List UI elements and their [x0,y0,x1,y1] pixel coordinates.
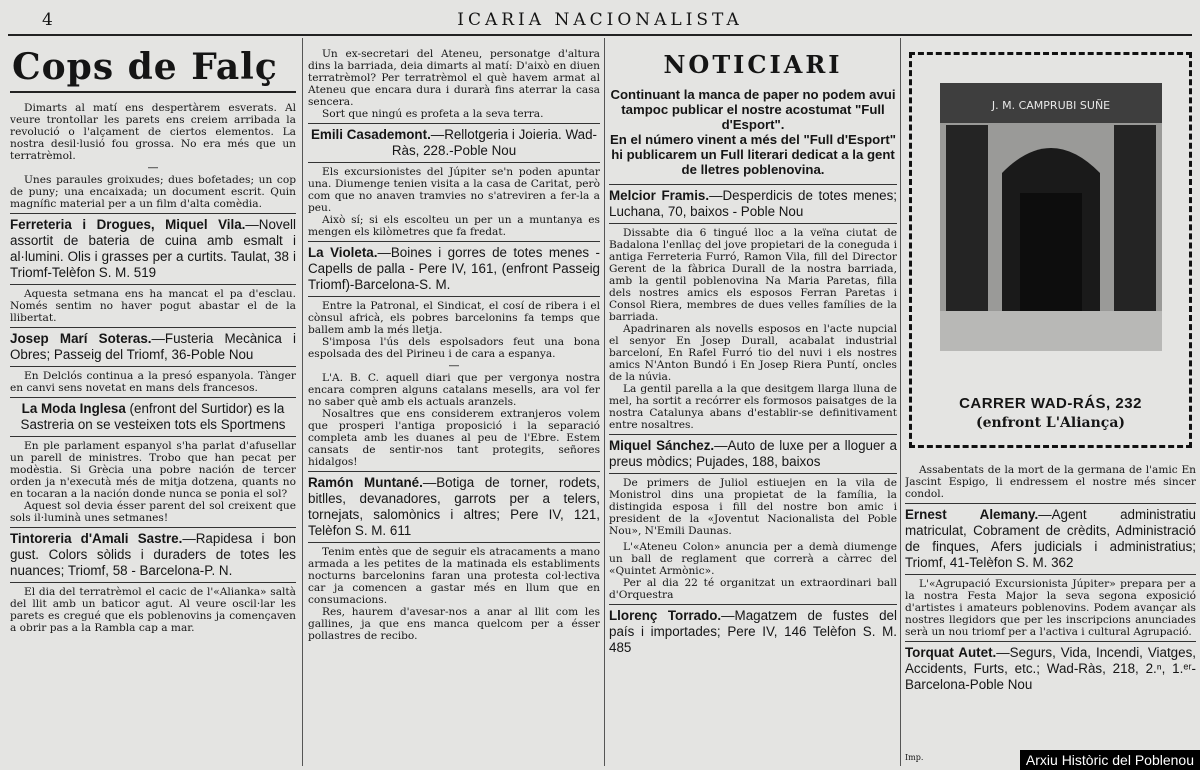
ad-la-violeta [308,245,600,293]
ad-text: (enfront del Surtidor) es la Sastreria on se vesteixen tots els Sportmens [20,401,286,432]
ad-text: —Segurs, Vida, Incendi, Viatges, Accidents, Furts, etc.; Wad-Ràs, 218, 2.ⁿ, 1.ᵉʳ-Barcelona-Poble Nou [905,645,1196,692]
paragraph: Aquesta setmana ens ha mancat el pa d'esclau. Només sentim no haver pogut abastar el de la llibertat. [10,288,296,324]
ad-name: Torquat Autet. [905,645,997,660]
ad-name: La Moda Inglesa [21,401,126,416]
ad-text: —Agent administratiu matriculat, Cobrament de crèdits, Administració de finques, Afers judicials i administratius; Triomf, 41-Telèfon S. M. 362 [905,507,1196,570]
ad-framis [609,188,897,220]
paragraph: El dia del terratrèmol el cacic de l'«Alianka» saltà del llit amb un baticor agut. Al veure oscil·lar les parets es cregué que els poblenovins ja començaven a obrir pas a la Rambla cap a mar. [10,586,296,634]
column-divider [302,38,303,766]
ad-text: —Fusteria Mecànica i Obres; Passeig del Triomf, 36-Poble Nou [10,331,296,362]
shopfront-photo [940,83,1162,351]
headline-cops-de-falc: Cops de Falç [12,46,278,88]
shop-sign-text: J. M. CAMPRUBI SUÑE [991,99,1111,112]
archive-watermark: Arxiu Històric del Poblenou [1020,750,1200,770]
ad-autet [905,645,1196,693]
paragraph: Nosaltres que ens considerem extranjeros volem que prosperi l'antiga proposició i la separació completa amb les duanes al peu de l'Ebre. Estem cansats de sentir-nos tant protegits, señores hidalgos! [308,408,600,468]
ad-name: Llorenç Torrado. [609,608,722,623]
rule [308,542,600,543]
ad-text: —Rapidesa i bon gust. Colors sòlids i duraders de totes les nuances; Triomf, 58 - Barcelona-P. N. [10,531,296,578]
paragraph: Els excursionistes del Júpiter se'n poden apuntar una. Diumenge tenien visita a la casa de Caritat, però com que no anaven tramvies no s'atreviren a fer-la a peu. [308,166,600,214]
rule [609,184,897,185]
headline-noticiari: NOTICIARI [663,50,843,79]
ad-name: Emili Casademont. [310,127,431,142]
paragraph: Apadrinaren als novells esposos en l'acte nupcial el senyor En Josep Durall, acabalat industrial barceloní, En Rafel Furró tio del nuvi i els nostres amics N'Anton Bundó i En Josep Riera Puntí, oncles de la núvia. [609,323,897,383]
paragraph: Dimarts al matí ens despertàrem esverats. Al veure trontollar les parets ens creiem arribada la revolució o l'alçament de ciertos elementos. La nostra desil·lusió fou grossa. No era més que un terratrèmol. [10,102,296,162]
separator: — [448,359,460,372]
rule [609,473,897,474]
ad-text: —Auto de luxe per a lloguer a preus mòdics; Pujades, 188, baixos [609,438,897,469]
rule [10,213,296,214]
ad-name: Ernest Alemany. [905,507,1039,522]
rule [609,604,897,605]
ad-text: —Novell assortit de bateria de cuina amb esmalt i al·lumini. Olis i grasses per a curtits. Taulat, 38 i Triomf-Telèfon S. M. 519 [10,217,296,280]
paragraph: La gentil parella a la que desitgem llarga lluna de mel, ha sortit a recórrer els formosos paisatges de la nostra Catalunya abans d'establir-se definitivament entre nosaltres. [609,383,897,431]
ad-name: Miquel Sánchez. [609,438,715,453]
paragraph: En Delclós continua a la presó espanyola. Tànger en canvi sens novetat en mans dels francesos. [10,370,296,394]
paragraph: Això sí; si els escolteu un per un a muntanya es mengen els kilòmetres que fa fredat. [308,214,600,238]
rule [905,574,1196,575]
printer-mark: Imp. [905,753,924,762]
ad-name: Melcior Framis. [609,188,710,203]
lead-paragraph: En el número vinent a més del "Full d'Esport" hi publicarem un Full literari dedicat a la gent de lletres poblenovina. [609,132,897,177]
paragraph: L'A. B. C. aquell diari que per vergonya nostra encara compren alguns catalans mesells, ara vol fer no saber què amb els actuals aranzels. [308,372,600,408]
ad-alemany [905,507,1196,571]
ad-muntane [308,475,600,539]
ad-name: Ferreteria i Drogues, Miquel Vila. [10,217,246,232]
ad-torrado [609,608,897,656]
page-number: 4 [42,10,53,30]
paragraph: Un ex-secretari del Ateneu, personatge d'altura dins la barriada, deia dimarts al matí: D'això en diuen terratrèmol? Per terratrèmol el què havem armat al Ateneu que encara dura i durarà fins aterrar la casa sencera. [308,48,600,108]
ad-text: —Botiga de torner, rodets, bitlles, devanadores, garrots per a telers, tornejats, salomònics i altres; Pere IV, 121, Telèfon S. M. 611 [308,475,600,538]
ad-text: —Rellotgeria i Joieria. Wad-Ràs, 228.-Poble Nou [391,127,597,158]
rule [609,434,897,435]
ad-text: —Magatzem de fustes del país i importades; Pere IV, 146 Telèfon S. M. 485 [609,608,897,655]
rule [10,397,296,398]
photo-caption-note: (enfront L'Aliança) [975,415,1126,431]
running-head: ICARIA NACIONALISTA [457,10,743,30]
lead-paragraph: Continuant la manca de paper no podem avui tampoc publicar el nostre acostumat "Full d'Esport". [610,87,896,132]
ad-name: Josep Marí Soteras. [10,331,152,346]
rule [10,284,296,285]
ad-text: —Boines i gorres de totes menes - Capells de palla - Pere IV, 161, (enfront Passeig Triomf)-Barcelona-S. M. [308,245,600,292]
ad-text: —Desperdicis de totes menes; Luchana, 70, baixos - Poble Nou [609,188,897,219]
column-1 [10,40,296,765]
rule [609,223,897,224]
paragraph: En ple parlament espanyol s'ha parlat d'afusellar un parell de ministres. Trobo que han pecat per modèstia. Si Grècia una pobre nación de tercer orden ja n'executà més de mitja dotzena, quants no en tocaran a la nación donde nunca se ponia el sol? [10,440,296,500]
rule [10,366,296,367]
rule [905,503,1196,504]
paragraph: Per al dia 22 té organitzat un extraordinari ball d'Orquestra [609,577,897,601]
rule [308,123,600,124]
photo-caption-address: CARRER WAD-RÁS, 232 [959,395,1142,412]
paragraph: L'«Ateneu Colon» anuncia per a demà diumenge un ball de reglament que correrà a càrrec del «Quintet Armònic». [609,541,897,577]
column-divider [604,38,605,766]
ad-name: La Violeta. [308,245,378,260]
paragraph: Res, haurem d'avesar-nos a anar al llit com les gallines, ja que ens manca quelcom per a ésser pollastres de recibo. [308,606,600,642]
rule [308,296,600,297]
rule [10,436,296,437]
ad-name: Tintoreria d'Amali Sastre. [10,531,183,546]
column-3 [609,40,897,765]
ad-ferreteria [10,217,296,281]
paragraph: De primers de Juliol estiuejen en la vila de Monistrol dins una propietat de la família, la distingida esposa i fill del nostre bon amic i president de la «Joventut Nacionalista del Poble Nou», N'Emili Daunas. [609,477,897,537]
paragraph: L'«Agrupació Excursionista Júpiter» prepara per a la nostra Festa Major la seva segona exposició d'artistes i amateurs poblenovins. Podem avançar als nostres llegidors que per les inscripcions anunciades serà un nou triomf per a l'activa i cultural Agrupació. [905,578,1196,638]
ad-casademont [308,127,600,159]
rule [10,527,296,528]
paragraph: Tenim entès que de seguir els atracaments a mano armada a les petites de la matinada els establiments nocturns barcelonins faran una protesta col·lectiva car ja comencen a gastar més en llum que en consumacions. [308,546,600,606]
paragraph: Entre la Patronal, el Sindicat, el cosí de ribera i el cònsul africà, els pobres barcelonins fa temps que ballem amb la més lletja. [308,300,600,336]
paragraph: Unes paraules groixudes; dues bofetades; un cop de puny; una encaixada; un document escrit. Quin magnífic material per a un film d'alta comèdia. [10,174,296,210]
column-2 [308,40,600,765]
rule [308,241,600,242]
paragraph: Dissabte dia 6 tingué lloc a la veïna ciutat de Badalona l'enllaç del jove propietari de la coneguda i antiga Ferreteria Furró, Ramon Vila, fill del Director Gerent de la fàbrica Durall de la nostra barriada, amb la gentil poblenovina Na Maria Paretas, filla dels nostres amics els esposos Ferran Paretas i Consol Riera, membres de dues velles famílies de la barriada. [609,227,897,323]
separator: — [147,161,159,174]
ad-soteras [10,331,296,363]
rule [10,327,296,328]
rule [308,162,600,163]
ad-name: Ramón Muntané. [308,475,423,490]
top-rule [8,34,1192,36]
ad-moda-inglesa [10,401,296,433]
photo-ad-frame [909,52,1192,448]
column-4 [905,40,1196,765]
ad-tintoreria [10,531,296,579]
rule [10,91,296,93]
rule [905,641,1196,642]
ad-sanchez [609,438,897,470]
rule [308,471,600,472]
paragraph: Assabentats de la mort de la germana de l'amic En Jascint Espigo, li endressem el nostre més sincer condol. [905,464,1196,500]
paragraph: S'imposa l'ús dels espolsadors feut una bona espolsada des del Pirineu i de cara a espanya. [308,336,600,360]
paragraph: Sort que ningú es profeta a la seva terra. [322,108,544,120]
column-divider [900,38,901,766]
paragraph: Aquest sol devia ésser parent del sol creixent que sols il·luminà unes setmanes! [10,500,296,524]
rule [10,582,296,583]
